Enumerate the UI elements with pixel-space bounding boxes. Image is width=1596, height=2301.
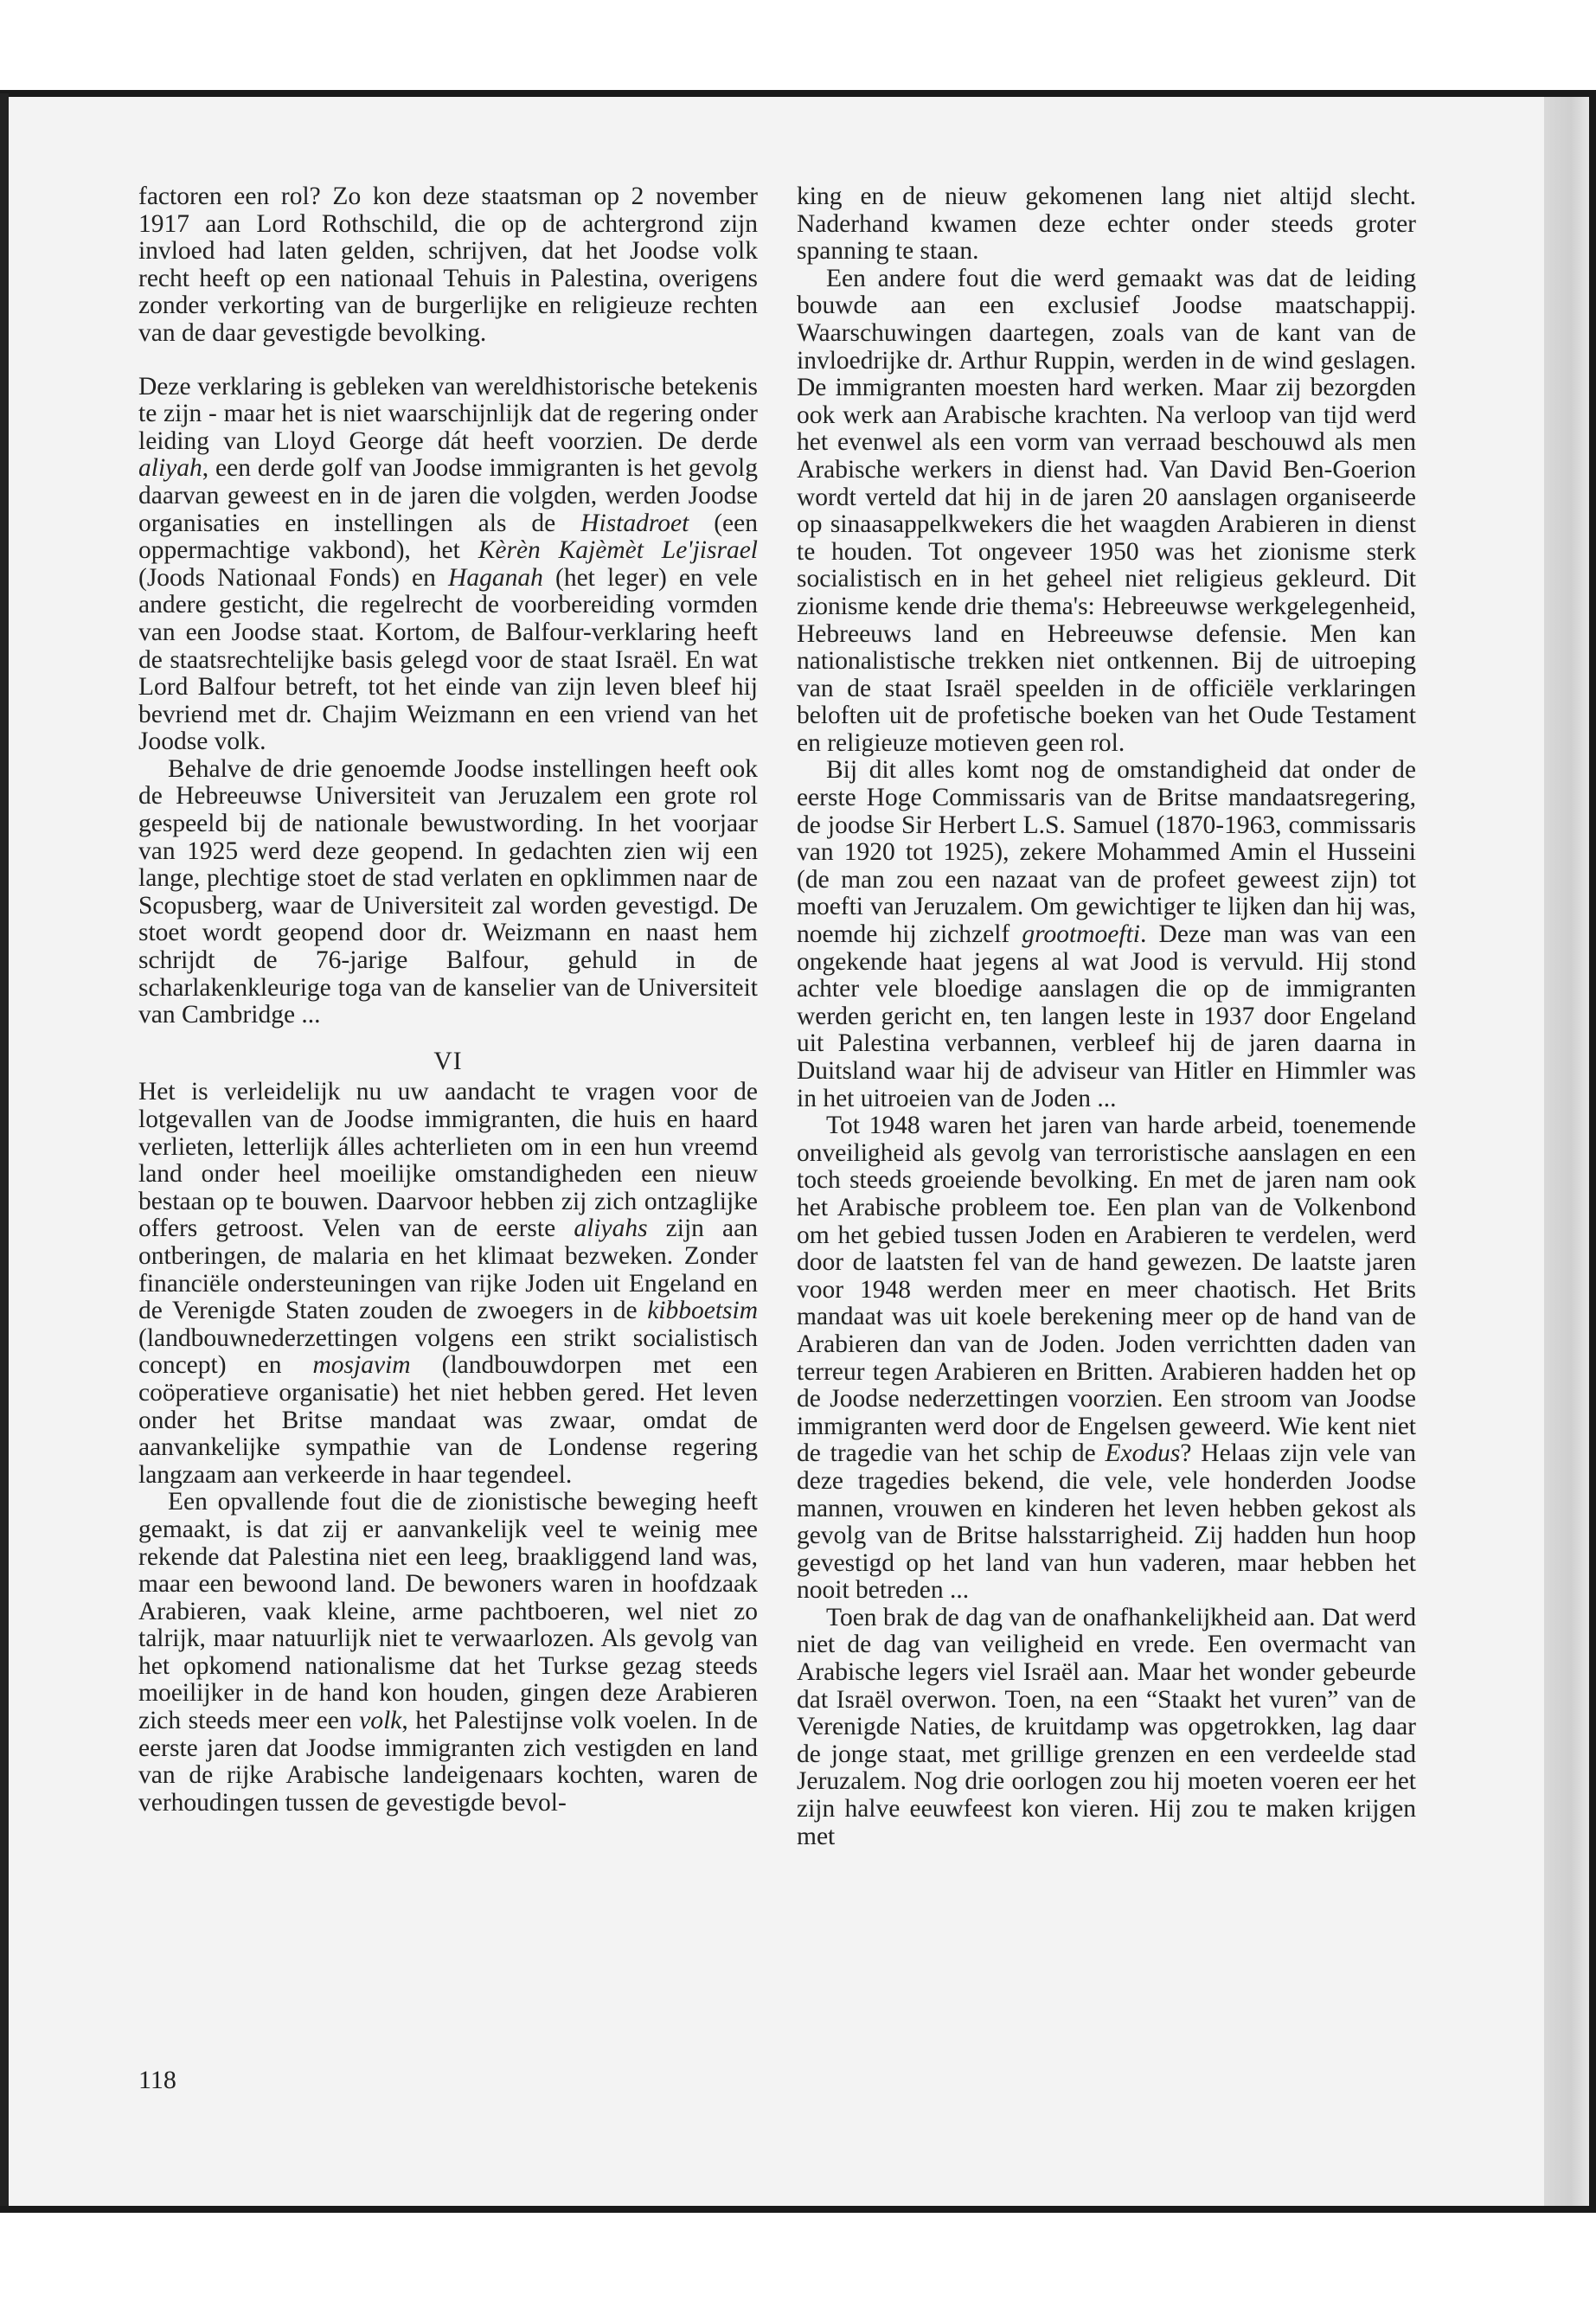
page-number: 118 — [138, 2066, 176, 2094]
scan-left-border — [0, 93, 9, 2206]
paragraph: Deze verklaring is gebleken van wereldhistorische betekenis te zijn - maar het is niet waarschijnlijk dat de regering onder leiding van Lloyd George dát heeft voorzien. De derde aliyah, een derde golf van Joodse immigranten is het gevolg daarvan geweest en in de jaren die volgden, werden Joodse organisaties en instellingen als de Histadroet (een oppermachtige vakbond), het Kèrèn Kajèmèt Le'jisrael (Joods Nationaal Fonds) en Haganah (het leger) en vele andere gesticht, die regelrecht de voorbereiding vormden van een Joodse staat. Kortom, de Balfour-verklaring heeft de staatsrechtelijke basis gelegd voor de staat Israël. En wat Lord Balfour betreft, tot het einde van zijn leven bleef hij bevriend met dr. Chajim Weizmann en een vriend van het Joodse volk. — [138, 372, 759, 756]
scan-top-border — [0, 0, 1596, 93]
paragraph: Behalve de drie genoemde Joodse instellingen heeft ook de Hebreeuwse Universiteit van Jeruzalem een grote rol gespeeld bij de nationale bewustwording. In het voorjaar van 1925 werd deze geopend. In gedachten zien wij een lange, plechtige stoet de stad verlaten en opklimmen naar de Scopusberg, waar de Universiteit zal worden gevestigd. De stoet wordt geopend door dr. Weizmann en naast hem schrijdt de 76-jarige Balfour, gehuld in de scharlakenkleurige toga van de kanselier van de Universiteit van Cambridge ... — [138, 754, 758, 1029]
right-text-column — [797, 183, 1416, 1850]
scan-right-border — [1589, 93, 1596, 2206]
paragraph: factoren een rol? Zo kon deze staatsman op 2 november 1917 aan Lord Rothschild, die op de achtergrond zijn invloed had laten gelden, schrijven, dat het Joodse volk recht heeft op een nationaal Tehuis in Palestina, overigens zonder verkorting van de burgerlijke en religieuze rechten van de daar gevestigde bevolking. — [138, 183, 758, 347]
left-text-column — [138, 183, 758, 1817]
page-edge-shadow — [1544, 97, 1589, 2206]
paragraph: Het is verleidelijk nu uw aandacht te vragen voor de lotgevallen van de Joodse immigranten, die huis en haard verlieten, letterlijk álles achterlieten om in een hun vreemd land onder heel moeilijke omstandigheden een nieuw bestaan op te bouwen. Daarvoor hebben zij zich ontzaglijke offers getroost. Velen van de eerste aliyahs zijn aan ontberingen, de malaria en het klimaat bezweken. Zonder financiële ondersteuningen van rijke Joden uit Engeland en de Verenigde Staten zouden de zwoegers in de kibboetsim (landbouwnederzettingen volgens een strikt socialistisch concept) en mosjavim (landbouwdorpen met een coöperatieve organisatie) het niet hebben gered. Het leven onder het Britse mandaat was zwaar, omdat de aanvankelijke sympathie van de Londense regering langzaam aan verkeerde in haar tegendeel. — [138, 1078, 758, 1489]
scan-bottom-border — [0, 2206, 1596, 2301]
paragraph: Een andere fout die werd gemaakt was dat de leiding bouwde aan een exclusief Joodse maatschappij. Waarschuwingen daartegen, zoals van de kant van de invloedrijke dr. Arthur Ruppin, werden in de wind geslagen. De immigranten moesten hard werken. Maar zij bezorgden ook werk aan Arabische krachten. Na verloop van tijd werd het evenwel als een vorm van verraad beschouwd als men Arabische werkers in dienst had. Van David Ben-Goerion wordt verteld dat hij in de jaren 20 aanslagen organiseerde op sinaasappelkwekers die het waagden Arabieren in dienst te houden. Tot ongeveer 1950 was het zionisme sterk socialistisch en in het geheel niet religieus gekleurd. Dit zionisme kende drie thema's: Hebreeuwse werkgelegenheid, Hebreeuws land en Hebreeuwse defensie. Men kan nationalistische trekken niet ontkennen. Bij de uitroeping van de staat Israël speelden in de officiële verklaringen beloften uit de profetische boeken van het Oude Testament en religieuze motieven geen rol. — [797, 264, 1416, 757]
paragraph: Tot 1948 waren het jaren van harde arbeid, toenemende onveiligheid als gevolg van terroristische aanslagen en een toch steeds groeiende bevolking. En met de jaren nam ook het Arabische probleem toe. Een plan van de Volkenbond om het gebied tussen Joden en Arabieren te verdelen, werd door de laatsten fel van de hand gewezen. De laatste jaren voor 1948 werden meer en meer chaotisch. Het Brits mandaat was uit koele berekening meer op de hand van de Arabieren dan van de Joden. Joden verrichtten daden van terreur tegen Arabieren en Britten. Arabieren hadden het op de Joodse nederzettingen voorzien. Een stroom van Joodse immigranten werd door de Engelsen geweerd. Wie kent niet de tragedie van het schip de Exodus? Helaas zijn vele van deze tragedies bekend, die vele, vele honderden Joodse mannen, vrouwen en kinderen het leven hebben gekost als gevolg van de Britse halsstarrigheid. Zij hadden hun hoop gevestigd op het land van hun vaderen, maar hebben het nooit betreden ... — [797, 1112, 1416, 1605]
section-heading: VI — [433, 1047, 463, 1075]
paragraph: Toen brak de dag van de onafhankelijkheid aan. Dat werd niet de dag van veiligheid en vrede. Een overmacht van Arabische legers viel Israël aan. Maar het wonder gebeurde dat Israël overwon. Toen, na een “Staakt het vuren” van de Verenigde Naties, de kruitdamp was opgetrokken, lag daar de jonge staat, met grillige grenzen en een verdeelde stad Jeruzalem. Nog drie oorlogen zou hij moeten voeren eer het zijn halve eeuwfeest kon vieren. Hij zou te maken krijgen met — [797, 1603, 1416, 1850]
paragraph: Een opvallende fout die de zionistische beweging heeft gemaakt, is dat zij er aanvankelijk veel te weinig mee rekende dat Palestina niet een leeg, braakliggend land was, maar een bewoond land. De bewoners waren in hoofdzaak Arabieren, vaak kleine, arme pachtboeren, wel niet zo talrijk, maar natuurlijk niet te verwaarlozen. Als gevolg van het opkomend nationalisme dat het Turkse gezag steeds moeilijker in de hand kon houden, gingen deze Arabieren zich steeds meer een volk, het Palestijnse volk voelen. In de eerste jaren dat Joodse immigranten zich vestigden en land van de rijke Arabische landeigenaars kochten, waren de verhoudingen tussen de gevestigde bevol- — [138, 1488, 759, 1817]
paragraph: Bij dit alles komt nog de omstandigheid dat onder de eerste Hoge Commissaris van de Britse mandaatsregering, de joodse Sir Herbert L.S. Samuel (1870-1963, commissaris van 1920 tot 1925), zekere Mohammed Amin el Husseini (de man zou een nazaat van de profeet geweest zijn) tot moefti van Jeruzalem. Om gewichtiger te lijken dan hij was, noemde hij zichzelf grootmoefti. Deze man was van een ongekende haat jegens al wat Jood is vervuld. Hij stond achter vele bloedige aanslagen die op de immigranten werden gericht en, ten langen leste in 1937 door Engeland uit Palestina verbannen, verbleef hij de jaren daarna in Duitsland waar hij de adviseur van Hitler en Himmler was in het uitroeien van de Joden ... — [797, 756, 1416, 1112]
paragraph: king en de nieuw gekomenen lang niet altijd slecht. Naderhand kwamen deze echter onder steeds groter spanning te staan. — [797, 183, 1416, 266]
